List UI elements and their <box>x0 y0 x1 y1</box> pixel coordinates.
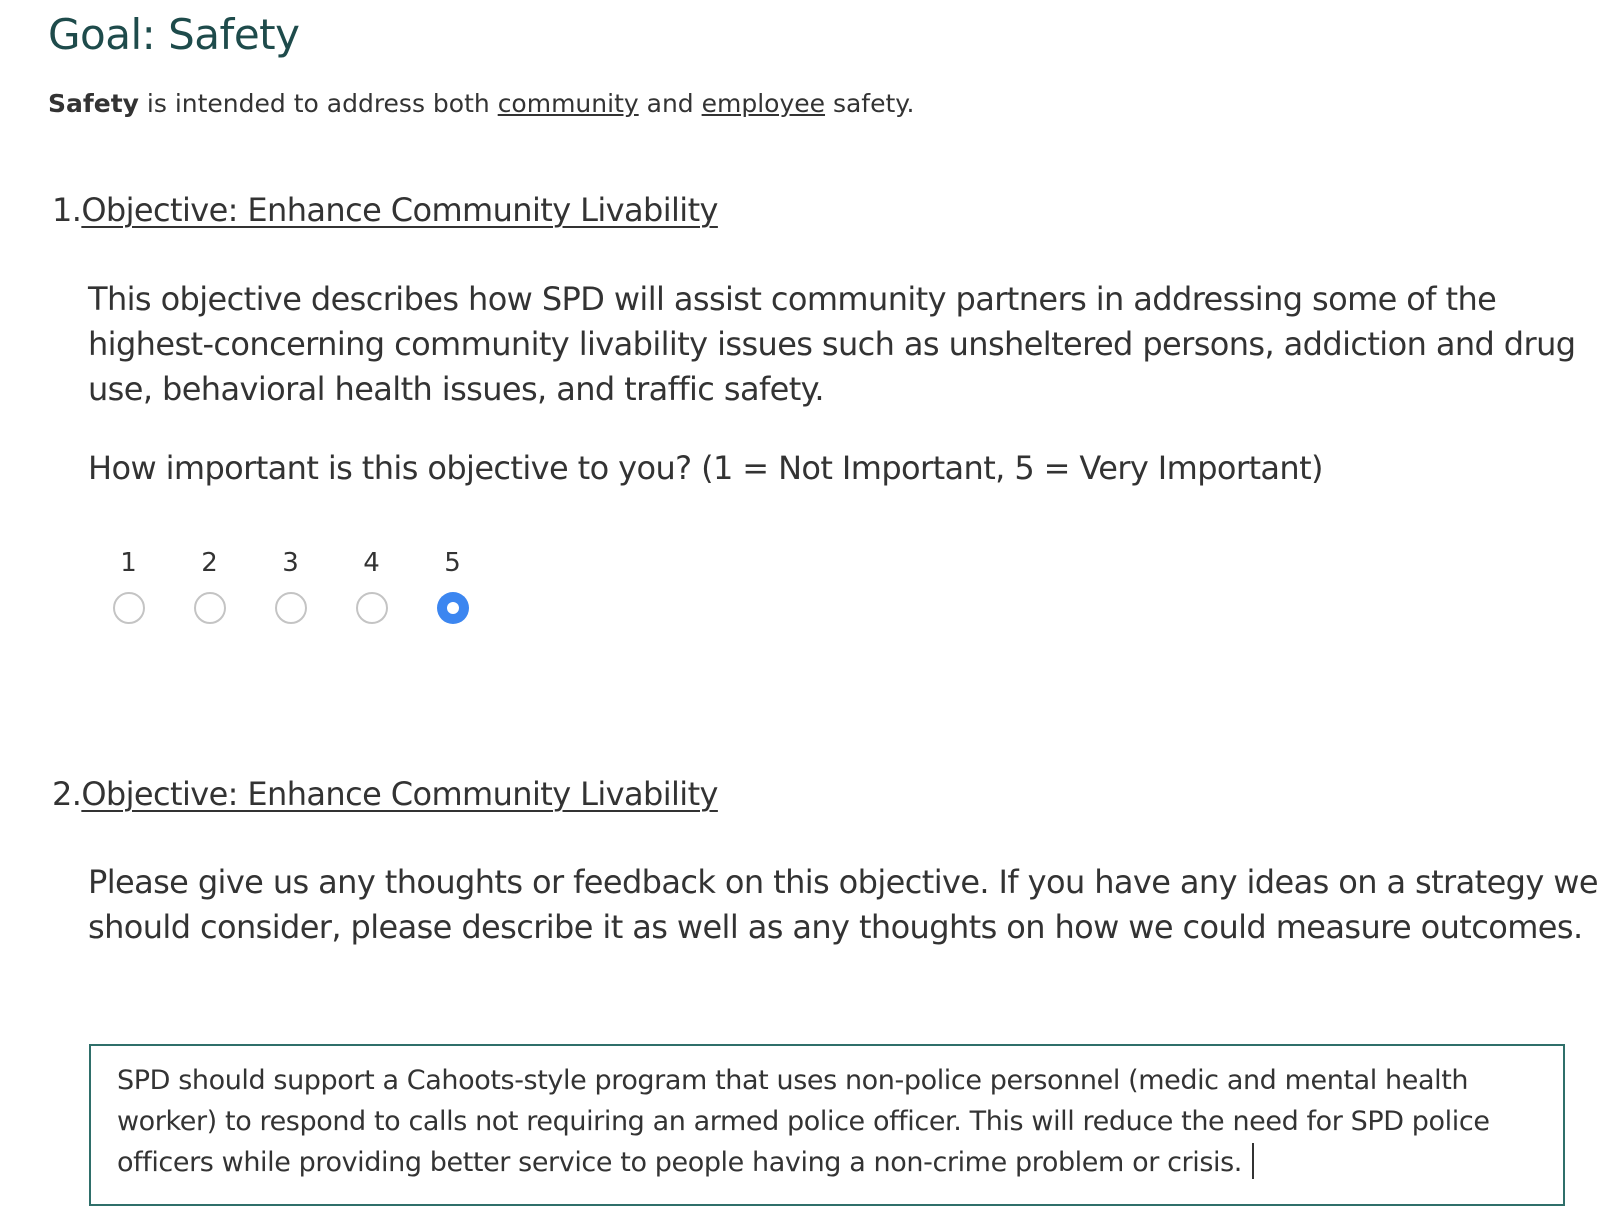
text-cursor <box>1252 1143 1254 1179</box>
rating-radio-4[interactable] <box>356 592 388 624</box>
rating-radio-2[interactable] <box>194 592 226 624</box>
goal-desc-text-2: and <box>638 89 702 118</box>
rating-option-5[interactable] <box>412 548 493 624</box>
goal-desc-bold: Safety <box>48 89 139 118</box>
goal-description <box>48 89 914 118</box>
question-2-title-link[interactable]: Objective: Enhance Community Livability <box>81 775 718 813</box>
employee-link[interactable]: employee <box>701 89 826 118</box>
community-link[interactable]: community <box>497 89 639 118</box>
question-1-title-link[interactable]: Objective: Enhance Community Livability <box>81 191 718 229</box>
rating-label-5: 5 <box>444 548 461 578</box>
question-1-description: This objective describes how SPD will assist community partners in addressing some of the highest-concerning community livability issues such as unsheltered persons, addiction and drug use, behavioral health issues, and traffic safety. <box>88 280 1576 408</box>
question-2-number: 2. <box>52 775 82 813</box>
feedback-textarea[interactable] <box>89 1044 1565 1206</box>
question-2-prompt: Please give us any thoughts or feedback on this objective. If you have any ideas on a strategy we should consider, please describe it as well as any thoughts on how we could measure outcomes. <box>88 863 1598 946</box>
rating-radio-1[interactable] <box>113 592 145 624</box>
rating-label-2: 2 <box>201 548 218 578</box>
rating-option-2[interactable] <box>169 548 250 624</box>
question-2-heading <box>52 775 718 813</box>
rating-scale <box>88 548 493 624</box>
rating-radio-3[interactable] <box>275 592 307 624</box>
rating-option-1[interactable] <box>88 548 169 624</box>
goal-desc-text-1: is intended to address both <box>138 89 498 118</box>
question-1-prompt: How important is this objective to you? (1 = Not Important, 5 = Very Important) <box>88 449 1323 487</box>
rating-radio-5[interactable] <box>437 592 469 624</box>
question-1-heading <box>52 191 718 229</box>
rating-label-3: 3 <box>282 548 299 578</box>
rating-label-1: 1 <box>120 548 137 578</box>
goal-title: Goal: Safety <box>48 10 300 59</box>
question-1-number: 1. <box>52 191 82 229</box>
goal-desc-text-3: safety. <box>825 89 915 118</box>
rating-option-3[interactable] <box>250 548 331 624</box>
rating-label-4: 4 <box>363 548 380 578</box>
rating-option-4[interactable] <box>331 548 412 624</box>
feedback-text: SPD should support a Cahoots-style program that uses non-police personnel (medic and mental health worker) to respond to calls not requiring an armed police officer. This will reduce the need for SPD police officers while providing better service to people having a non-crime problem or crisis. <box>117 1065 1490 1178</box>
